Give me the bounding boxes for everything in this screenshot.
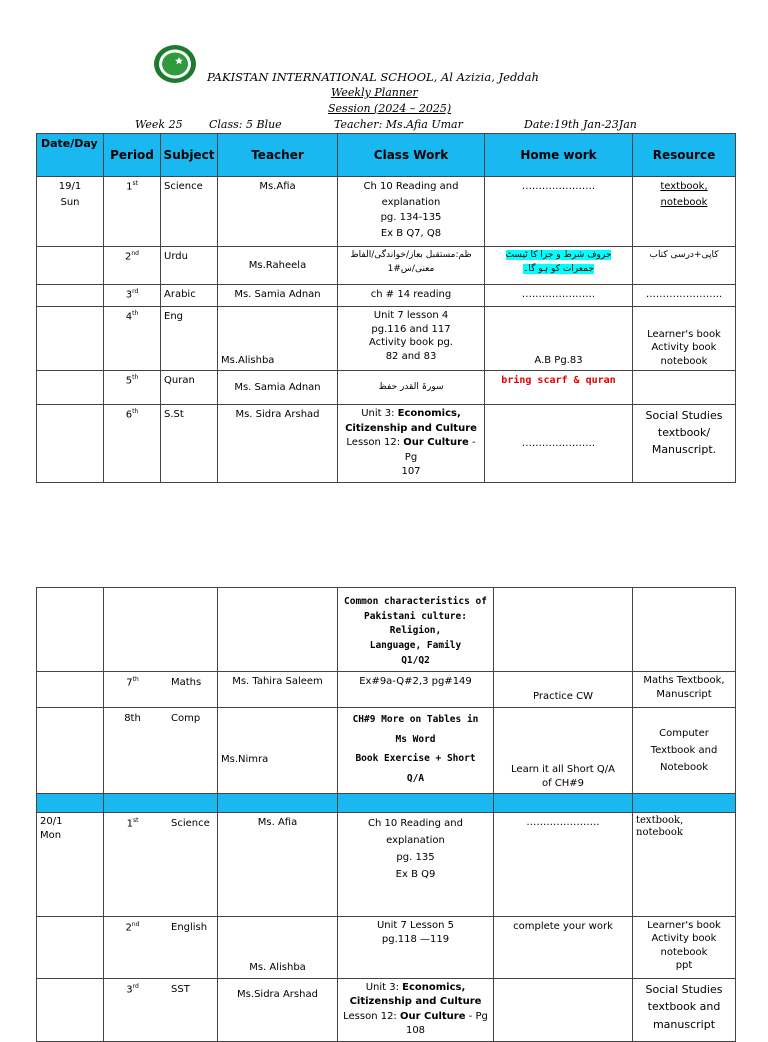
teacher-cell: Ms.Raheela [218, 247, 338, 285]
classwork-cell: Unit 3: Economics, Citizenship and Culture Lesson 12: Our Culture - Pg 108 [338, 978, 494, 1041]
col-header-date: Date/Day [37, 134, 104, 177]
week-label: Week 25 [135, 118, 183, 131]
homework-cell: Practice CW [494, 671, 633, 707]
day-name: Sun [60, 196, 80, 208]
session-label: Session (2024 – 2025) [328, 102, 452, 115]
homework-cell: حروف شرط و جزا کا ٹیسٹ جمعرات کو ہو گا۔ [485, 247, 633, 285]
table-row [37, 177, 736, 247]
table-row [37, 707, 736, 793]
homework-cell: …………………. [485, 177, 633, 247]
period-subject-cell: 3rd SST [104, 978, 218, 1041]
resource-cell: Learner's book Activity book notebook [633, 307, 736, 371]
table-row [37, 307, 736, 371]
header-row [37, 134, 736, 177]
table-row [37, 405, 736, 483]
day-cell [37, 707, 104, 793]
col-header-classwork: Class Work [338, 134, 485, 177]
teacher-cell: Ms.Nimra [218, 707, 338, 793]
resource-cell: Learner's book Activity book notebook ppt [633, 916, 736, 978]
day-cell [37, 247, 104, 285]
teacher-cell: Ms.Afia [218, 177, 338, 247]
planner-table-2 [36, 587, 736, 1042]
day-cell [37, 177, 104, 247]
col-header-teacher: Teacher [218, 134, 338, 177]
period-cell [104, 588, 218, 672]
table-row [37, 812, 736, 916]
separator-row [37, 793, 736, 812]
teacher-cell: Ms. Samia Adnan [218, 371, 338, 405]
planner-title: Weekly Planner [331, 86, 418, 99]
col-header-period: Period [104, 134, 161, 177]
homework-cell: …………………. [494, 812, 633, 916]
day-cell [37, 916, 104, 978]
planner-table-1 [36, 133, 736, 483]
school-name: PAKISTAN INTERNATIONAL SCHOOL, Al Azizia, Jeddah [207, 70, 539, 84]
teacher-cell [218, 588, 338, 672]
period-subject-cell: 1st Science [104, 812, 218, 916]
subject-cell: Eng [161, 307, 218, 371]
day-cell [37, 285, 104, 307]
period-cell: 1st [104, 177, 161, 247]
homework-cell: …………………. [485, 285, 633, 307]
homework-cell: A.B Pg.83 [485, 307, 633, 371]
homework-cell: …………………. [485, 405, 633, 483]
subject-cell: Quran [161, 371, 218, 405]
period-subject-cell: 7th Maths [104, 671, 218, 707]
table-row [37, 588, 736, 672]
resource-cell: Social Studies textbook/ Manuscript. [633, 405, 736, 483]
classwork-cell: Ch 10 Reading and explanation pg. 134-135 Ex B Q7, Q8 [338, 177, 485, 247]
period-subject-cell: 2nd English [104, 916, 218, 978]
school-logo [153, 44, 197, 84]
classwork-cell: سورۃ القدر حفظ [338, 371, 485, 405]
resource-cell: textbook, notebook [633, 812, 736, 916]
table-row [37, 671, 736, 707]
classwork-cell: Unit 7 lesson 4 pg.116 and 117 Activity book pg. 82 and 83 [338, 307, 485, 371]
resource-cell [633, 588, 736, 672]
table-row [37, 247, 736, 285]
classwork-cell: CH#9 More on Tables in Ms Word Book Exercise + Short Q/A [338, 707, 494, 793]
teacher-cell: Ms.Sidra Arshad [218, 978, 338, 1041]
subject-cell: Science [161, 177, 218, 247]
day-date: 19/1 [58, 181, 82, 192]
classwork-cell: ch # 14 reading [338, 285, 485, 307]
day-date: 20/1 [40, 815, 63, 827]
col-header-subject: Subject [161, 134, 218, 177]
homework-cell: Learn it all Short Q/A of CH#9 [494, 707, 633, 793]
teacher-cell: Ms.Alishba [218, 307, 338, 371]
resource-cell: کاپی+درسی کتاب [633, 247, 736, 285]
period-cell: 5th [104, 371, 161, 405]
resource-cell: Social Studies textbook and manuscript [633, 978, 736, 1041]
col-header-resource: Resource [633, 134, 736, 177]
teacher-cell: Ms. Alishba [218, 916, 338, 978]
teacher-cell: Ms. Sidra Arshad [218, 405, 338, 483]
resource-cell: textbook, notebook [633, 177, 736, 247]
day-cell [37, 371, 104, 405]
table-row [37, 371, 736, 405]
classwork-cell: ظم:مستقبل بعاز/خواندگی/الفاظ معنی/س#1 [338, 247, 485, 285]
day-name: Mon [40, 829, 62, 841]
resource-cell: Maths Textbook, Manuscript [633, 671, 736, 707]
day-cell [37, 671, 104, 707]
teacher-cell: Ms. Samia Adnan [218, 285, 338, 307]
table-row [37, 916, 736, 978]
teacher-cell: Ms. Tahira Saleem [218, 671, 338, 707]
day-cell [37, 405, 104, 483]
subject-cell: Arabic [161, 285, 218, 307]
classwork-cell: Ch 10 Reading and explanation pg. 135 Ex B Q9 [338, 812, 494, 916]
teacher-label: Teacher: Ms.Afia Umar [334, 118, 463, 131]
period-cell: 2nd [104, 247, 161, 285]
classwork-cell: Common characteristics of Pakistani culture: Religion, Language, Family Q1/Q2 [338, 588, 494, 672]
period-cell: 6th [104, 405, 161, 483]
classwork-cell: Unit 7 Lesson 5 pg.118 —119 [338, 916, 494, 978]
day-cell [37, 588, 104, 672]
class-label: Class: 5 Blue [209, 118, 282, 131]
classwork-cell: Unit 3: Economics, Citizenship and Culture Lesson 12: Our Culture - Pg 107 [338, 405, 485, 483]
homework-cell: bring scarf & quran [485, 371, 633, 405]
resource-cell: ………………….. [633, 285, 736, 307]
date-label: Date:19th Jan-23Jan [524, 118, 637, 131]
day-cell [37, 307, 104, 371]
col-header-homework: Home work [485, 134, 633, 177]
homework-cell [494, 978, 633, 1041]
subject-cell: Urdu [161, 247, 218, 285]
subject-cell: S.St [161, 405, 218, 483]
period-cell: 4th [104, 307, 161, 371]
day-cell [37, 812, 104, 916]
period-cell: 3rd [104, 285, 161, 307]
day-cell [37, 978, 104, 1041]
resource-cell [633, 371, 736, 405]
period-subject-cell: 8th Comp [104, 707, 218, 793]
classwork-cell: Ex#9a-Q#2,3 pg#149 [338, 671, 494, 707]
table-row [37, 978, 736, 1041]
homework-cell: complete your work [494, 916, 633, 978]
teacher-cell: Ms. Afia [218, 812, 338, 916]
homework-cell [494, 588, 633, 672]
table-row [37, 285, 736, 307]
resource-cell: Computer Textbook and Notebook [633, 707, 736, 793]
